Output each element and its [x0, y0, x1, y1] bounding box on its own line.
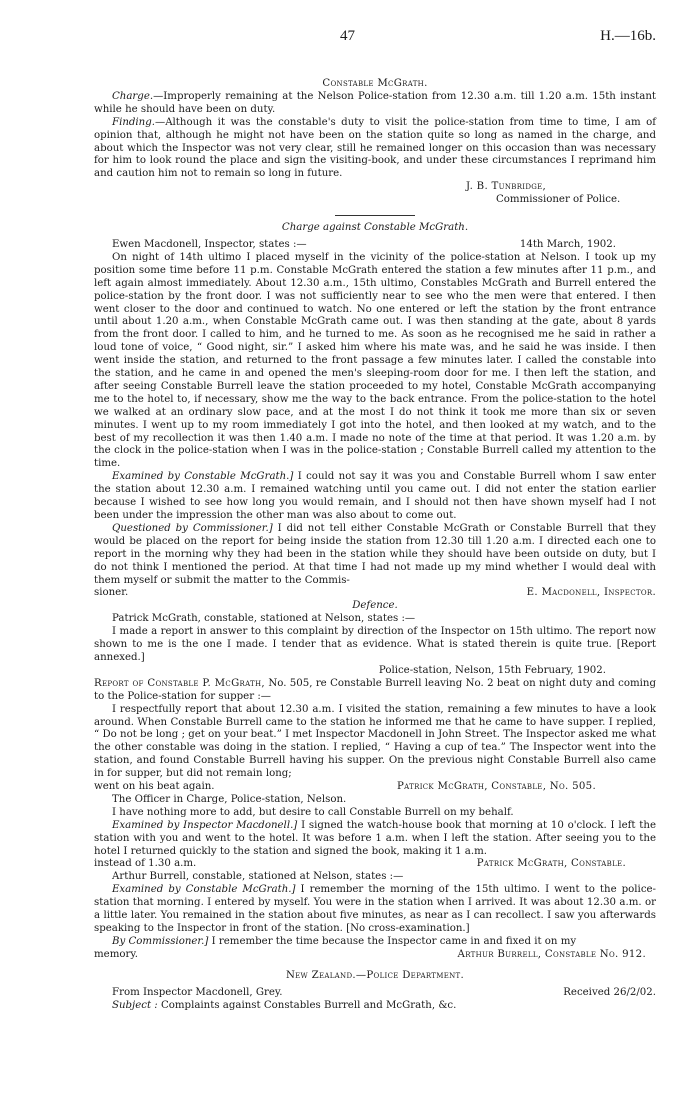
defence-title: Defence.: [352, 600, 398, 612]
exam-paragraph: [94, 471, 656, 523]
questioned-paragraph: [94, 523, 656, 588]
received-line: Received 26/2/02.: [563, 986, 656, 998]
mcgrath-exam-text: I signed the watch-house book that morning at 10 o'clock. I left the station with you and went to the hotel. It was before 1 a.m. when I left the station. After seeing you to the hotel I returned quickly to the station and signed the book, making it 1 a.m.: [94, 819, 656, 857]
section-title-constable-mcgrath: Constable McGrath.: [322, 78, 428, 89]
charge-label: Charge.: [112, 90, 154, 102]
from-row: [94, 987, 656, 1000]
signature-name: J. B. Tunbridge,: [466, 181, 547, 193]
nothing-more: I have nothing more to add, but desire to call Constable Burrell on my behalf.: [112, 806, 514, 818]
report-last-row: [94, 781, 656, 794]
questioned-last-row: [94, 587, 656, 600]
questioned-text: I did not tell either Constable McGrath or Constable Burrell that they would be placed on the report for being inside the station from 12.30 till 1.20 a.m. I directed each one to report in the morning why they had been in the station while they should have been outside on duty, but I do not think I mentioned the period. At that time I had not made up my mind whether I would deal with them myself or submit the matter to the Commis-: [94, 522, 656, 586]
finding-paragraph: [94, 117, 656, 182]
burrell-last: memory.: [94, 948, 138, 960]
burrell-exam-label: Examined by Constable McGrath.]: [112, 884, 296, 896]
mcgrath-exam-label: Examined by Inspector Macdonell.]: [112, 819, 298, 831]
report-heading: [94, 678, 656, 704]
mcgrath-exam-last-row: [94, 858, 656, 871]
inspector-signature: E. Macdonell, Inspector.: [526, 587, 656, 599]
report-signature: Patrick McGrath, Constable, No. 505.: [397, 781, 596, 793]
charge-paragraph: [94, 91, 656, 117]
page-number: 47: [340, 28, 355, 44]
report-heading-lead: Report of Constable P. McGrath,: [94, 677, 265, 689]
burrell-signature: Arthur Burrell, Constable No. 912.: [457, 948, 646, 960]
statement-intro: Ewen Macdonell, Inspector, states :—: [112, 238, 307, 250]
burrell-exam-paragraph: [94, 884, 656, 936]
statement-body: On night of 14th ultimo I placed myself in the vicinity of the police-station at Nelson. I took up my position some time before 11 p.m. Constable McGrath entered the station a few minutes after 11 p.m., and left again almost immediately. About 12.30 a.m., 15th ultimo, Constables McGrath and Burrell entered the police-station by the front door. I was not sufficiently near to see who the men were that entered. I then went closer to the door and continued to watch. No one entered or left the station by the front entrance until about 1.20 a.m., when Constable McGrath came out. I was then standing at the gate, about 8 yards from the front door. I called to him, and he turned to me. As soon as he recognised me he said in rather a loud tone of voice, “ Good night, sir.” I asked him where his mate was, and he said he was inside. I then went inside the station, and returned to the front passage a few minutes later. I called the constable into the station, and he came in and opened the men's sleeping-room door for me. I then left the station, and after seeing Constable Burrell leave the station proceeded to my hotel, Constable McGrath accompanying me to the hotel to, if necessary, show me the way to the back entrance. From the police-station to the hotel we walked at an ordinary slow pace, and at the most I do not think it took me more than six or seven minutes. I went up to my room immediately I got into the hotel, and then looked at my watch, and to the best of my recollection it was then 1.40 a.m. I made no note of the time at that period. It was 1.20 a.m. by the clock in the police-station when I was in the police-station ; Constable Burrell called my attention to the time.: [94, 251, 656, 470]
questioned-last: sioner.: [94, 587, 129, 599]
page-header: [0, 30, 700, 50]
burrell-last-row: [94, 949, 656, 962]
report-addressee: The Officer in Charge, Police-station, Nelson.: [112, 793, 347, 805]
exam-label: Examined by Constable McGrath.]: [112, 471, 294, 483]
report-place-date: Police-station, Nelson, 15th February, 1902.: [378, 664, 606, 676]
mcgrath-intro: Patrick McGrath, constable, stationed at Nelson, states :—: [112, 613, 416, 625]
signature-title: Commissioner of Police.: [496, 194, 621, 206]
statement-intro-row: [94, 239, 656, 252]
mcgrath-signature: Patrick McGrath, Constable.: [476, 858, 626, 870]
charge-text: —Improperly remaining at the Nelson Police-station from 12.30 a.m. till 1.20 a.m. 15th instant while he should have been on duty.: [94, 90, 656, 115]
document-reference: H.—16b.: [600, 28, 656, 44]
mcgrath-exam-paragraph: [94, 820, 656, 859]
department-title: New Zealand.—Police Department.: [285, 969, 465, 981]
mcgrath-para1: I made a report in answer to this complaint by direction of the Inspector on 15th ultimo. The report now shown to me is the one I made. I tender that as evidence. What is stated therein is quite true. [Report annexed.]: [94, 626, 656, 663]
section-divider: [335, 215, 415, 216]
finding-label: Finding.: [112, 116, 155, 128]
subject-label: Subject :: [112, 999, 158, 1011]
burrell-comm-label: By Commissioner.]: [112, 935, 209, 947]
report-last: went on his beat again.: [94, 781, 215, 793]
document-body: [94, 78, 656, 1012]
commissioner-signature: [94, 181, 656, 207]
burrell-exam-text: I remember the morning of the 15th ultimo. I went to the police-station that morning. I entered by myself. You were in the station when I arrived. It was about 12.30 a.m. or a little later. You remained in the station about five minutes, as near as I can recollect. I saw you afterwards speaking to the Inspector in front of the station. [No cross-examination.]: [94, 884, 656, 934]
exam-text: I could not say it was you and Constable Burrell whom I saw enter the station about 12.30 a.m. I remained watching until you came out. I did not enter the station earlier because I wished to see how long you would remain, and I should not then have shown myself had I not been under the impression the other man was also about to come out.: [94, 471, 656, 521]
mcgrath-exam-last: instead of 1.30 a.m.: [94, 858, 197, 870]
report-heading-text: No. 505, re Constable Burrell leaving No. 2 beat on night duty and coming to the Police-station for supper :—: [94, 677, 657, 702]
section-title-charge: Charge against Constable McGrath.: [281, 222, 469, 234]
report-body: I respectfully report that about 12.30 a.m. I visited the station, remaining a few minutes to have a look around. When Constable Burrell came to the station he informed me that he came to have supper. I replied, “ Do not be long ; get on your beat.” I met Inspector Macdonell in John Street. The Inspector asked me what the other constable was doing in the station. I replied, “ Having a cup of tea.” The Inspector went into the station, and found Constable Burrell having his supper. On the previous night Constable Burrell also came in for supper, but did not remain long;: [94, 703, 656, 780]
burrell-intro: Arthur Burrell, constable, stationed at Nelson, states :—: [112, 871, 404, 883]
burrell-comm-paragraph: [94, 936, 656, 949]
from-line: From Inspector Macdonell, Grey.: [112, 986, 283, 998]
questioned-label: Questioned by Commissioner.]: [112, 522, 273, 534]
burrell-comm-text: I remember the time because the Inspector came in and fixed it on my: [208, 935, 577, 947]
subject-line: [94, 1000, 656, 1013]
subject-text: Complaints against Constables Burrell and McGrath, &c.: [157, 999, 457, 1011]
finding-text: —Although it was the constable's duty to visit the police-station from time to time, I am of opinion that, although he might not have been on the station quite so long as named in the charge, and about which the Inspector was not very clear, still he remained longer on this occasion than was necessary for him to look round the place and sign the visiting-book, and under these circumstances I reprimand him and caution him not to remain so long in future.: [94, 116, 656, 180]
statement-date: 14th March, 1902.: [519, 238, 616, 250]
